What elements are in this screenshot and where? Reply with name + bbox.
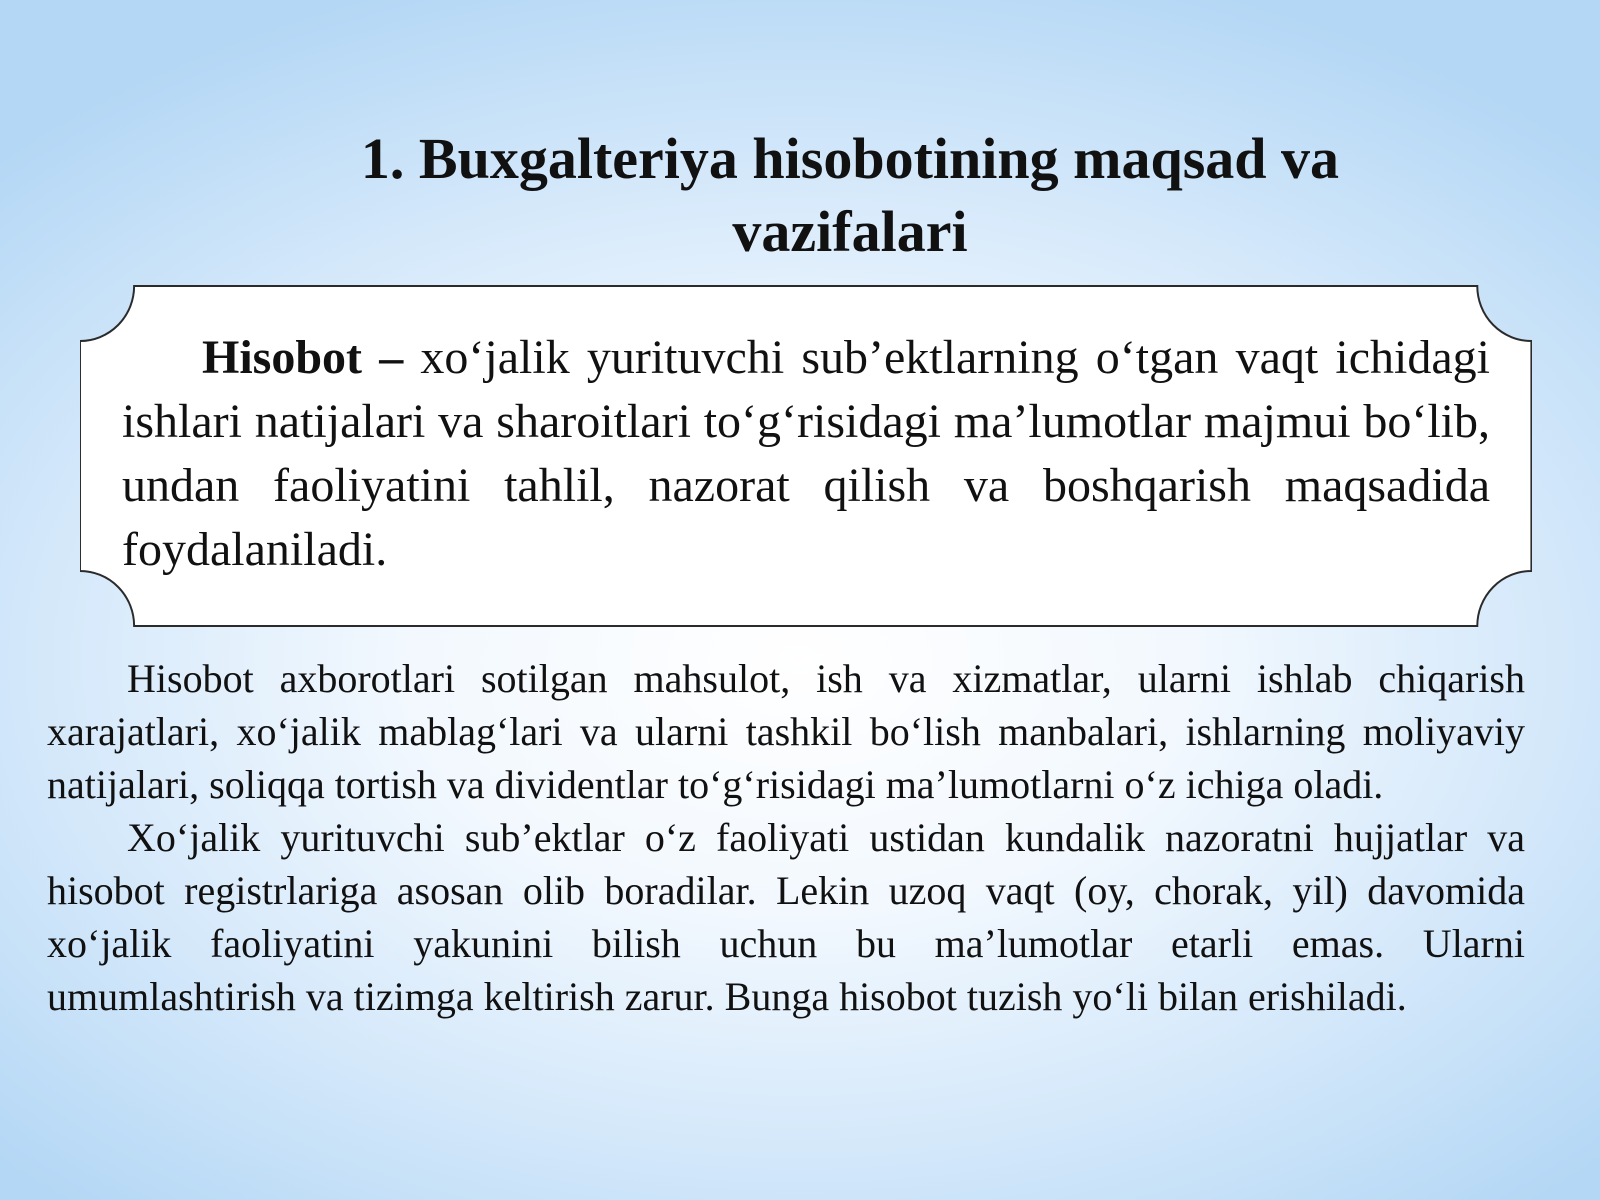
body-paragraph-2: Xo‘jalik yurituvchi sub’ektlar o‘z faoliyati ustidan kundalik nazoratni hujjatlar va hisobot registrlariga asosan olib boradilar. Lekin uzoq vaqt (oy, chorak, yil) davomida xo‘jalik faoliyatini yakunini bilish uchun bu ma’lumotlar etarli emas. Ularni umumlashtirish va tizimga keltirish zarur. Bunga hisobot tuzish yo‘li bilan erishiladi. <box>47 815 1525 1019</box>
definition-text <box>122 326 1490 582</box>
definition-body: xo‘jalik yurituvchi sub’ektlarning o‘tgan vaqt ichidagi ishlari natijalari va sharoitlari to‘g‘risidagi ma’lumotlar majmui bo‘lib, undan faoliyatini tahlil, nazorat qilish va boshqarish maqsadida foydalaniladi. <box>122 331 1491 576</box>
body-text <box>47 652 1525 1023</box>
slide-title <box>250 122 1450 268</box>
definition-term: Hisobot <box>202 331 363 384</box>
definition-box <box>80 284 1532 628</box>
body-paragraph-1: Hisobot axborotlari sotilgan mahsulot, ish va xizmatlar, ularni ishlab chiqarish xarajatlari, xo‘jalik mablag‘lari va ularni tashkil bo‘lish manbalari, ishlarning moliyaviy natijalari, soliqqa tortish va dividentlar to‘g‘risidagi ma’lumotlarni o‘z ichiga oladi. <box>47 656 1525 807</box>
slide-title-line-2: vazifalari <box>732 199 968 264</box>
slide-title-line-1: 1. Buxgalteriya hisobotining maqsad va <box>360 126 1340 191</box>
definition-dash: – <box>362 331 421 384</box>
